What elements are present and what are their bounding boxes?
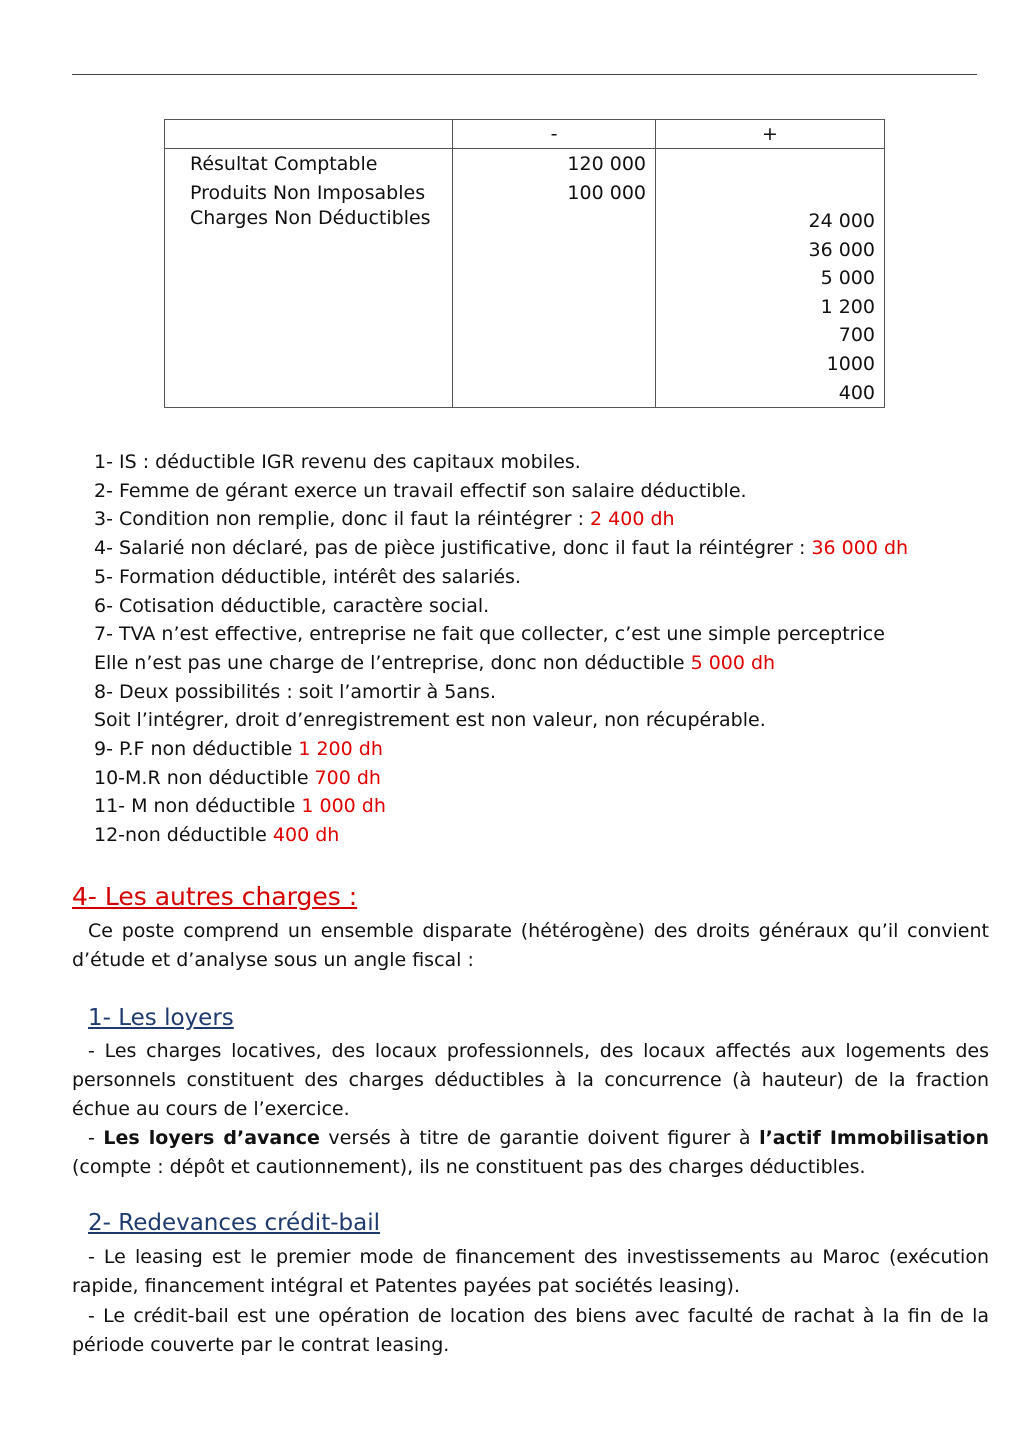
list-item (94, 706, 908, 735)
row-plus (656, 149, 885, 179)
plus-value: 1 200 (820, 295, 875, 318)
plus-value: 700 (838, 324, 875, 347)
note-amount: 5 000 dh (690, 651, 776, 674)
note-text: 10-M.R non déductible (94, 766, 315, 789)
table-row (165, 207, 885, 408)
loyers-paragraph-2: - Les loyers d’avance versés à titre de garantie doivent figurer à l’actif Immobilisation (compte : dépôt et cautionnement), ils ne constituent pas des charges déductibles. (72, 1127, 989, 1178)
note-text: 11- M non déductible (94, 795, 302, 818)
credit-bail-paragraph-2: - Le crédit-bail est une opération de location des biens avec faculté de rachat à la fin de la période couverte par le contrat leasing. (72, 1305, 989, 1356)
note-amount: 36 000 dh (811, 537, 909, 560)
row-label: Produits Non Imposables (165, 178, 453, 207)
note-amount: 1 200 dh (298, 738, 383, 761)
note-text: 12-non déductible (94, 824, 273, 847)
plus-value: 24 000 (808, 210, 875, 232)
row-minus: 120 000 (453, 149, 656, 179)
list-item (94, 563, 908, 592)
row-minus (453, 207, 656, 408)
table-row (165, 149, 885, 179)
plus-value: 1000 (826, 352, 875, 375)
header-plus: + (656, 120, 885, 149)
row-label: Résultat Comptable (165, 149, 453, 179)
note-text: 4- Salarié non déclaré, pas de pièce justificative, donc il faut la réintégrer : (94, 537, 812, 560)
subsection-heading-loyers: 1- Les loyers (88, 1005, 234, 1031)
credit-bail-paragraph-1: - Le leasing est le premier mode de financement des investissements au Maroc (exécution rapide, financement intégral et Patentes payées pat sociétés leasing). (72, 1246, 989, 1297)
row-plus (656, 178, 885, 207)
tax-calculation-table (164, 119, 885, 408)
row-label: Charges Non Déductibles (165, 207, 453, 408)
list-item (94, 592, 908, 621)
note-amount: 400 dh (272, 824, 340, 847)
plus-value: 5 000 (820, 267, 875, 290)
header-label (165, 120, 453, 149)
row-minus: 100 000 (453, 178, 656, 207)
note-text: 5- Formation déductible, intérêt des salariés. (94, 565, 521, 588)
plus-value: 36 000 (808, 238, 875, 261)
table-row (165, 178, 885, 207)
note-text: 8- Deux possibilités : soit l’amortir à 5ans. (94, 680, 496, 703)
list-item (94, 477, 908, 506)
list-item (94, 821, 908, 850)
notes-list (94, 448, 908, 850)
list-item (94, 764, 908, 793)
note-text: 2- Femme de gérant exerce un travail effectif son salaire déductible. (94, 479, 747, 502)
row-plus-list (656, 207, 885, 408)
list-item (94, 678, 908, 707)
note-text: 6- Cotisation déductible, caractère social. (94, 594, 490, 617)
list-item (94, 505, 908, 534)
list-item (94, 735, 908, 764)
note-amount: 1 000 dh (301, 795, 386, 818)
list-item (94, 620, 908, 649)
subsection-heading-credit-bail: 2- Redevances crédit-bail (88, 1210, 380, 1236)
header-minus: - (453, 120, 656, 149)
note-text: 9- P.F non déductible (94, 738, 299, 761)
note-text: 7- TVA n’est effective, entreprise ne fait que collecter, c’est une simple perceptrice (94, 623, 885, 646)
note-text: Soit l’intégrer, droit d’enregistrement est non valeur, non récupérable. (94, 709, 766, 732)
list-item (94, 792, 908, 821)
section-heading: 4- Les autres charges : (72, 882, 358, 911)
note-amount: 2 400 dh (590, 508, 675, 531)
note-text: 1- IS : déductible IGR revenu des capitaux mobiles. (94, 451, 581, 473)
note-amount: 700 dh (314, 766, 381, 789)
list-item (94, 448, 908, 477)
note-text: 3- Condition non remplie, donc il faut la réintégrer : (94, 508, 591, 531)
plus-value: 400 (838, 381, 875, 404)
section-intro: Ce poste comprend un ensemble disparate (hétérogène) des droits généraux qu’il convient d’étude et d’analyse sous un angle fiscal : (72, 920, 989, 971)
note-text: Elle n’est pas une charge de l’entreprise, donc non déductible (94, 651, 691, 674)
top-rule (72, 74, 977, 75)
list-item (94, 534, 908, 563)
loyers-paragraph-1: - Les charges locatives, des locaux professionnels, des locaux affectés aux logements des personnels constituent des charges déductibles à la concurrence (à hauteur) de la fraction échue au cours de l’exercice. (72, 1040, 989, 1120)
list-item (94, 649, 908, 678)
table-header-row (165, 120, 885, 149)
